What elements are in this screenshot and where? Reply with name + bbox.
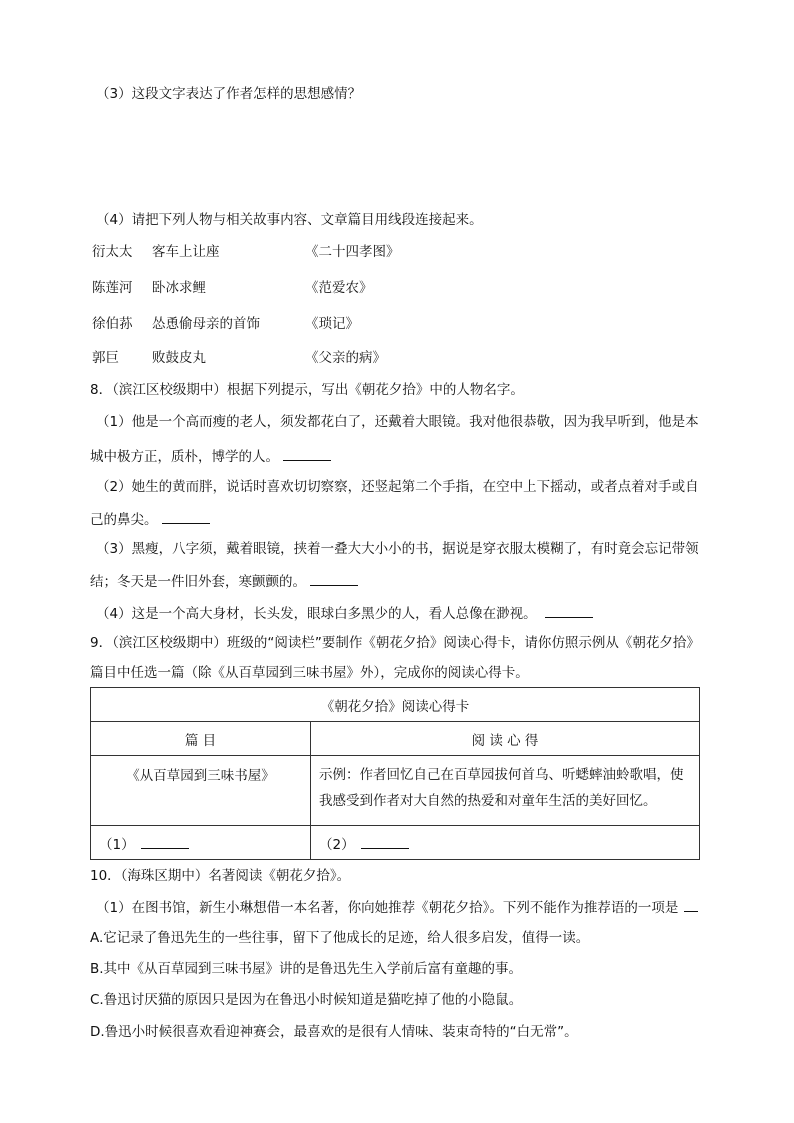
col-header-work: 篇 目 <box>91 722 311 756</box>
q7-part3-text: （3）这段文字表达了作者怎样的思想感情？ <box>96 86 362 102</box>
option-c[interactable]: C.鲁迅讨厌猫的原因只是因为在鲁迅小时候知道是猫吃掉了他的小隐鼠。 <box>90 992 523 1008</box>
q8-p4-line <box>96 603 593 623</box>
q8-p2-line2 <box>90 509 210 529</box>
q8-p1-line2 <box>90 446 331 466</box>
answer-blank[interactable] <box>310 571 358 586</box>
q8-p3-line2 <box>90 571 358 591</box>
q10-stem: （1）在图书馆，新生小琳想借一本名著，你向她推荐《朝花夕拾》。下列不能作为推荐语的一项是 <box>96 900 679 916</box>
q8-header: 8．（滨江区校级期中）根据下列提示，写出《朝花夕拾》中的人物名字。 <box>90 382 524 398</box>
q8-p2-line1: （2）她生的黄而胖，说话时喜欢切切察察，还竖起第二个手指，在空中上下摇动，或者点着对手或自 <box>96 479 699 495</box>
match-person: 衍太太 <box>92 244 133 260</box>
option-b[interactable]: B.其中《从百草园到三味书屋》讲的是鲁迅先生入学前后富有童趣的事。 <box>90 961 523 977</box>
q8-p1-line1: （1）他是一个高而瘦的老人，须发都花白了，还戴着大眼镜。我对他很恭敬，因为我早听到，他是本 <box>96 414 699 430</box>
match-work: 《父亲的病》 <box>305 350 386 366</box>
match-person: 郭巨 <box>92 350 119 366</box>
example-insight-line2: 我感受到作者对大自然的热爱和对童年生活的美好回忆。 <box>319 793 657 809</box>
q9-line1: 9．（滨江区校级期中）班级的“阅读栏”要制作《朝花夕拾》阅读心得卡，请你仿照示例从《朝花夕拾》 <box>90 635 700 651</box>
q8-p4-text: （4）这是一个高大身材，长头发，眼球白多黑少的人，看人总像在渺视。 <box>96 606 537 622</box>
match-work: 《范爱农》 <box>305 280 373 296</box>
example-insight <box>311 756 700 826</box>
reading-card-table <box>90 687 700 860</box>
card-title: 《朝花夕拾》阅读心得卡 <box>91 688 700 722</box>
match-work: 《琐记》 <box>305 316 359 332</box>
example-insight-line1: 示例：作者回忆自己在百草园拔何首乌、听蟋蟀油蛉歌唱，使 <box>319 767 684 783</box>
match-story: 客车上让座 <box>152 244 220 260</box>
answer-blank[interactable] <box>545 603 593 618</box>
col-header-insight: 阅 读 心 得 <box>311 722 700 756</box>
q8-p1-text: 城中极方正，质朴，博学的人。 <box>90 449 279 465</box>
answer-cell-1 <box>91 826 311 860</box>
match-story: 怂恿偷母亲的首饰 <box>152 316 260 332</box>
match-story: 败鼓皮丸 <box>152 350 206 366</box>
match-person: 陈莲河 <box>92 280 133 296</box>
option-a[interactable]: A.它记录了鲁迅先生的一些往事，留下了他成长的足迹，给人很多启发，值得一读。 <box>90 930 590 946</box>
answer-blank[interactable] <box>162 509 210 524</box>
q8-p3-text: 结；冬天是一件旧外套，寒颤颤的。 <box>90 574 306 590</box>
answer-blank[interactable] <box>283 446 331 461</box>
blank-label-2: （2） <box>319 836 355 853</box>
answer-blank[interactable] <box>361 835 409 849</box>
answer-cell-2 <box>311 826 700 860</box>
example-work: 《从百草园到三味书屋》 <box>91 756 311 826</box>
q8-p2-text: 己的鼻尖。 <box>90 512 158 528</box>
q10-stem-line <box>96 898 698 917</box>
answer-blank[interactable] <box>141 835 189 849</box>
q7-part4-text: （4）请把下列人物与相关故事内容、文章篇目用线段连接起来。 <box>96 212 483 228</box>
match-story: 卧冰求鲤 <box>152 280 206 296</box>
q9-line2: 篇目中任选一篇（除《从百草园到三味书屋》外），完成你的阅读心得卡。 <box>90 665 529 681</box>
match-work: 《二十四孝图》 <box>305 244 400 260</box>
option-d[interactable]: D.鲁迅小时候很喜欢看迎神赛会，最喜欢的是很有人情味、装束奇特的“白无常”。 <box>90 1024 578 1040</box>
q10-header: 10．（海珠区期中）名著阅读《朝花夕拾》。 <box>90 868 351 884</box>
match-person: 徐伯荪 <box>92 316 133 332</box>
q8-p3-line1: （3）黑瘦，八字须，戴着眼镜，挟着一叠大大小小的书，据说是穿衣服太模糊了，有时竟会忘记带领 <box>96 541 699 557</box>
answer-blank[interactable] <box>684 898 698 912</box>
blank-label-1: （1） <box>99 836 135 853</box>
